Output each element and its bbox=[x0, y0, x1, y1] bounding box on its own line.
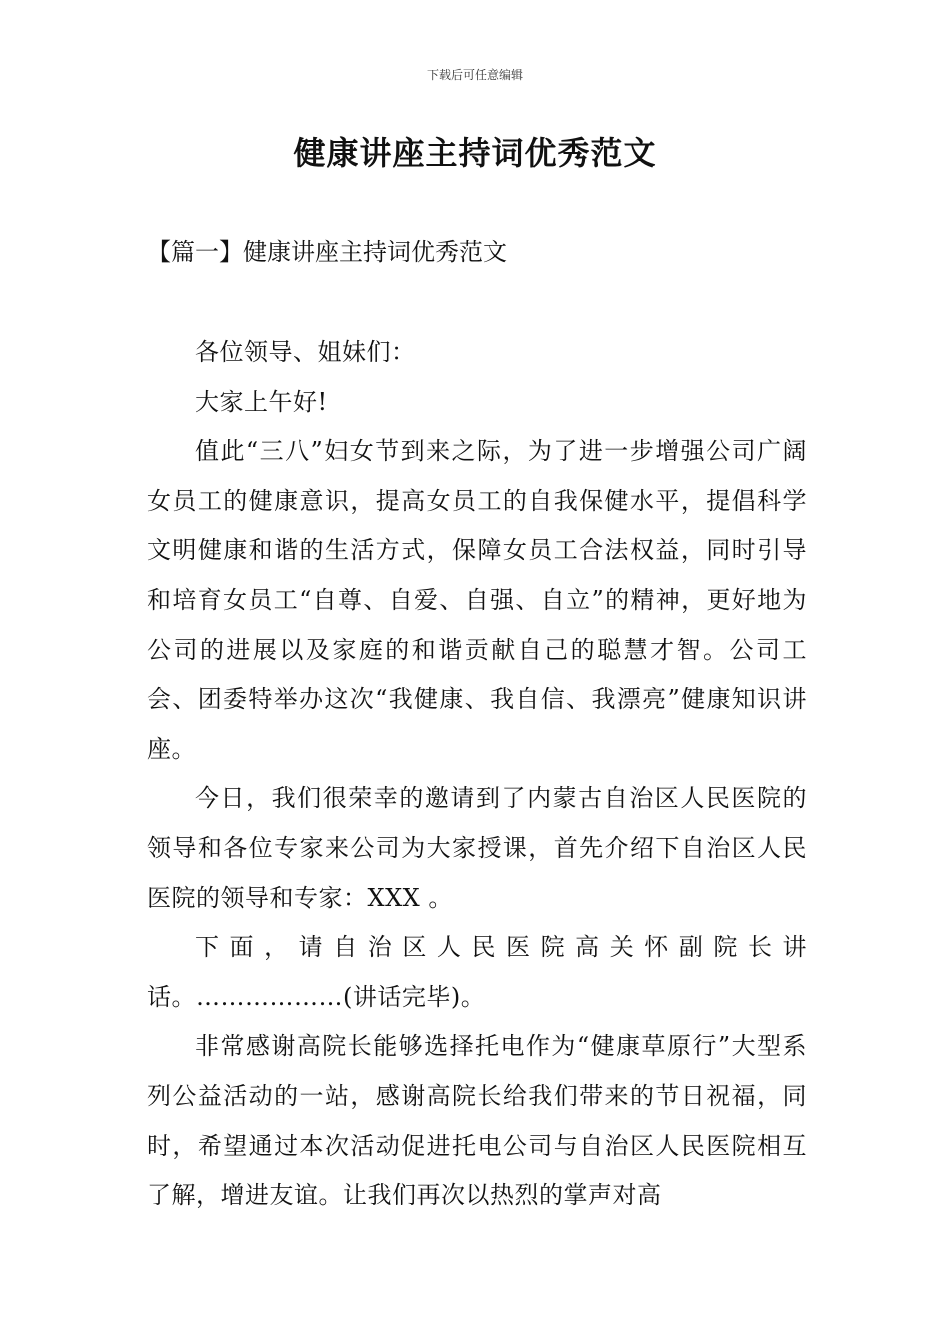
paragraph-thanks: 非常感谢高院长能够选择托电作为“健康草原行”大型系列公益活动的一站，感谢高院长给我们带来的节日祝福，同时，希望通过本次活动促进托电公司与自治区人民医院相互了解，增进友谊。让我们再次以热烈的掌声对高 bbox=[147, 1032, 807, 1210]
section-heading: 【篇一】健康讲座主持词优秀范文 bbox=[147, 238, 507, 266]
paragraph-greeting: 大家上午好! bbox=[195, 387, 328, 416]
document-title: 健康讲座主持词优秀范文 bbox=[293, 134, 657, 172]
paragraph-salutation: 各位领导、姐妹们： bbox=[195, 338, 416, 366]
document-body bbox=[147, 328, 807, 1221]
paragraph-guests: 今日，我们很荣幸的邀请到了内蒙古自治区人民医院的领导和各位专家来公司为大家授课，首先介绍下自治区人民医院的领导和专家：XXX 。 bbox=[147, 784, 807, 912]
paragraph-speech: 下面，请自治区人民医院高关怀副院长讲话。………………(讲话完毕)。 bbox=[147, 933, 807, 1011]
header-note: 下载后可任意编辑 bbox=[426, 68, 523, 82]
paragraph-introduction: 值此“三八”妇女节到来之际，为了进一步增强公司广阔女员工的健康意识，提高女员工的自我保健水平，提倡科学文明健康和谐的生活方式，保障女员工合法权益，同时引导和培育女员工“自尊、自爱、自强、自立”的精神，更好地为公司的进展以及家庭的和谐贡献自己的聪慧才智。公司工会、团委特举办这次“我健康、我自信、我漂亮”健康知识讲座。 bbox=[147, 437, 807, 763]
